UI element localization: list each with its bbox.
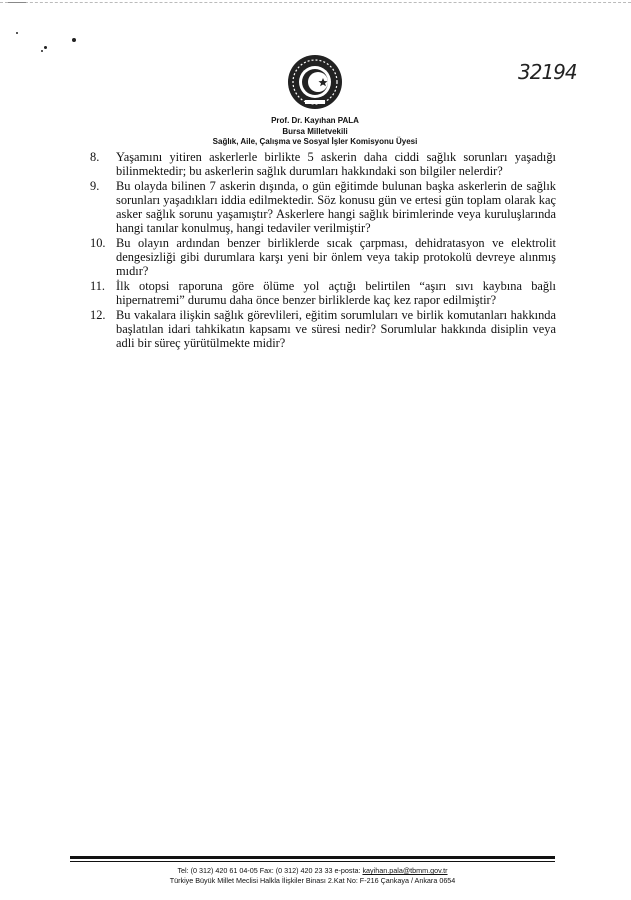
list-item <box>90 279 556 307</box>
scan-speck <box>72 38 76 42</box>
document-number: 32194 <box>518 60 577 84</box>
scan-speck <box>41 50 43 52</box>
scan-speck <box>44 46 47 49</box>
top-scan-mark <box>8 2 26 3</box>
item-number: 12. <box>90 308 106 322</box>
item-text: Yaşamını yitiren askerlerle birlikte 5 askerin daha ciddi sağlık sorunları yaşadığı bilinmektedir; bu askerlerin sağlık durumları hakkındaki son bilgiler nelerdir? <box>116 150 556 178</box>
footer-contact <box>70 866 555 876</box>
footer <box>70 866 555 886</box>
footer-contact-text: Tel: (0 312) 420 61 04-05 Fax: (0 312) 420 23 33 e-posta: <box>177 866 363 875</box>
item-number: 11. <box>90 279 106 293</box>
list-item <box>90 150 556 178</box>
item-text: Bu olayın ardından benzer birliklerde sıcak çarpması, dehidratasyon ve elektrolit dengesizliği gibi durumlara karşı yeni bir önlem veya takip protokolü devreye alınmış mıdır? <box>116 236 556 278</box>
item-number: 10. <box>90 236 106 250</box>
item-text: İlk otopsi raporuna göre ölüme yol açtığı belirtilen “aşırı sıvı kaybına bağlı hipernatremi” durumu daha önce benzer birliklerde kaç kez rapor edilmiştir? <box>116 279 556 307</box>
author-committee: Sağlık, Aile, Çalışma ve Sosyal İşler Komisyonu Üyesi <box>212 137 418 146</box>
author-role: Bursa Milletvekili <box>282 126 348 136</box>
item-number: 9. <box>90 179 100 193</box>
item-number: 8. <box>90 150 100 164</box>
item-text: Bu olayda bilinen 7 askerin dışında, o gün eğitimde bulunan başka askerlerin de sağlık sorunları yaşadıkları iddia edilmektedir. Söz konusu gün ve ertesi gün toplam olarak kaç asker sağlık sorunu yaşamıştır? Askerlere hangi sağlık birimlerinde veya kuruluşlarında hangi tanılar konulmuş, hangi tedaviler verilmiştir? <box>116 179 556 235</box>
list-item <box>90 236 556 278</box>
footer-divider <box>70 856 555 859</box>
question-list <box>90 150 556 351</box>
scan-speck <box>16 32 18 34</box>
footer-address: Türkiye Büyük Millet Meclisi Halkla İlişkiler Binası 2.Kat No: F-216 Çankaya / Ankara 0654 <box>169 876 456 885</box>
item-text: Bu vakalara ilişkin sağlık görevlileri, eğitim sorumluları ve birlik komutanları hakkında başlatılan idari tahkikatın kapsamı ve süresi nedir? Sorumlular hakkında disiplin veya adli bir süreç yürütülmekte midir? <box>116 308 556 350</box>
list-item <box>90 179 556 235</box>
list-item <box>90 308 556 350</box>
email-link[interactable]: kayihan.pala@tbmm.gov.tr <box>362 866 448 875</box>
top-scan-edge <box>0 2 631 3</box>
tbmm-seal-icon <box>287 54 343 110</box>
author-name: Prof. Dr. Kayıhan PALA <box>271 116 359 125</box>
footer-divider-thin <box>70 861 555 862</box>
letterhead <box>100 116 530 148</box>
